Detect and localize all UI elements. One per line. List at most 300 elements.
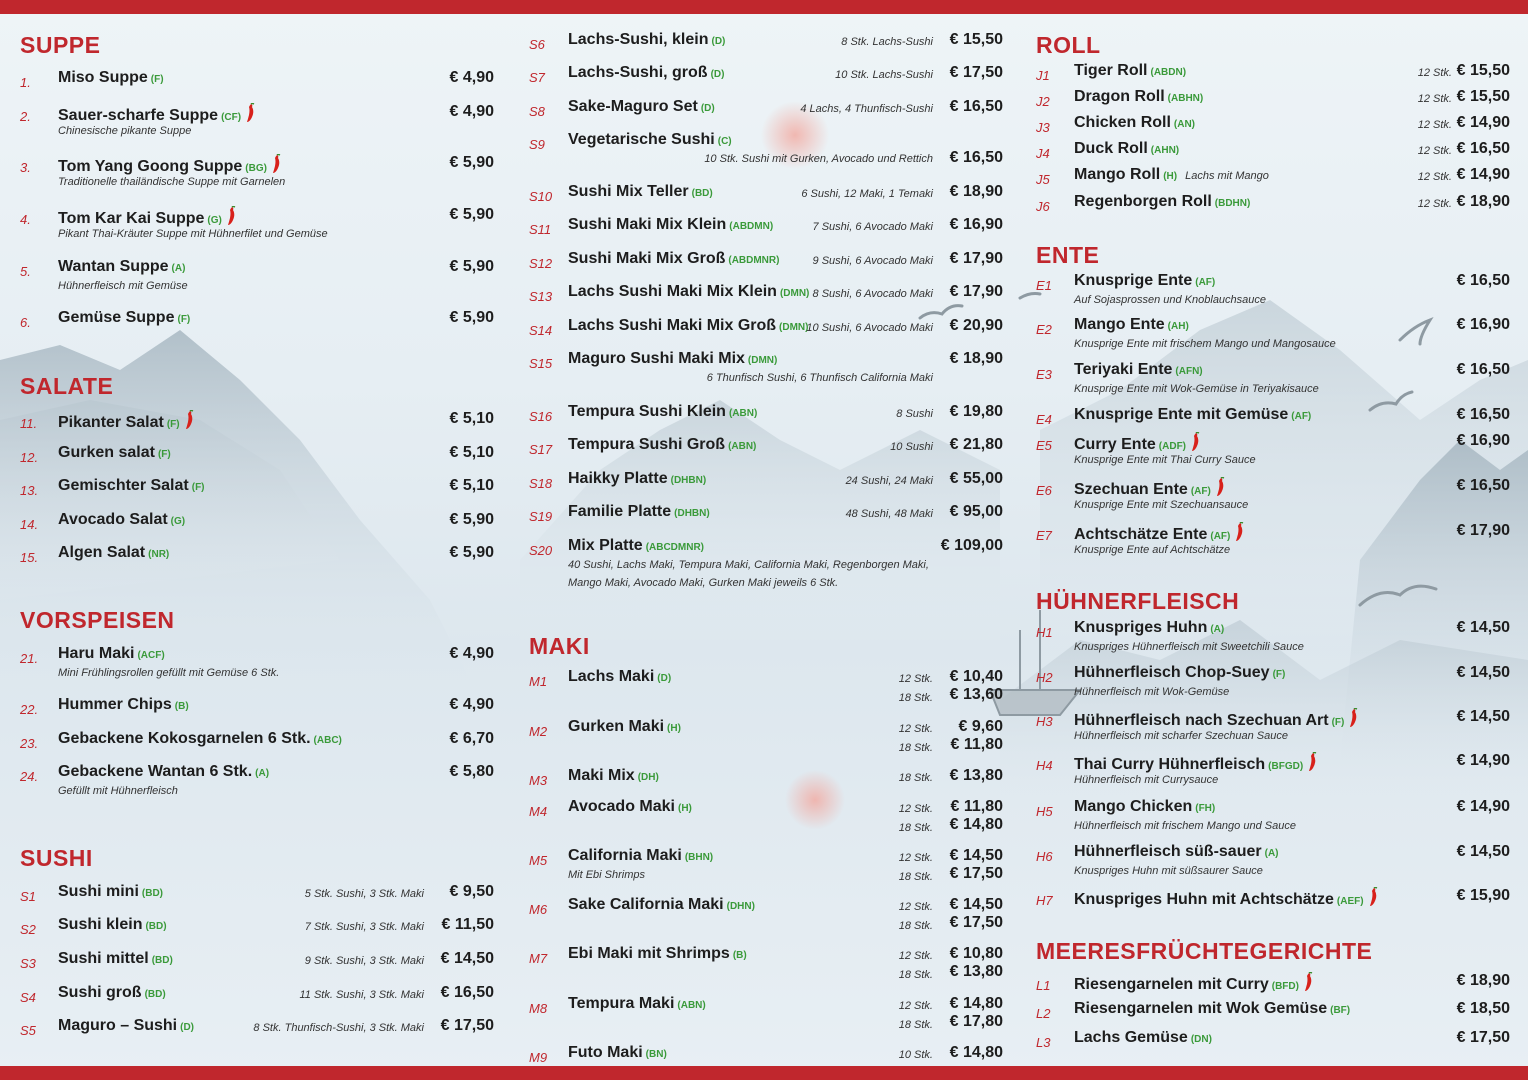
allergen-codes: (F) <box>150 74 164 85</box>
item-price-small: € 14,80 <box>949 1044 1003 1061</box>
menu-item[interactable] <box>20 730 494 760</box>
item-name <box>58 950 173 968</box>
item-name-text: Sushi klein <box>58 916 143 933</box>
item-note: Lachs mit Mango <box>1185 170 1269 182</box>
item-price: € 5,10 <box>449 410 494 427</box>
menu-item[interactable] <box>20 258 494 292</box>
item-number: 21. <box>20 651 39 666</box>
item-price-large: € 17,50 <box>949 914 1003 931</box>
allergen-codes: (DHBN) <box>670 475 707 486</box>
item-note: 8 Stk. Lachs-Sushi <box>841 36 933 48</box>
item-note: 8 Stk. Thunfisch-Sushi, 3 Stk. Maki <box>253 1022 424 1034</box>
item-number: L3 <box>1036 1035 1051 1050</box>
item-number: 3. <box>20 160 31 175</box>
item-name-text: Sake-Maguro Set <box>568 98 698 115</box>
allergen-codes: (BG) <box>245 163 267 174</box>
allergen-codes: (DHBN) <box>674 508 710 519</box>
item-name-text: Wantan Suppe <box>58 258 169 275</box>
item-description: Hühnerfleisch mit frischem Mango und Sauce <box>1074 820 1296 832</box>
item-description: Mini Frühlingsrollen gefüllt mit Gemüse 6 Stk. <box>58 667 280 679</box>
allergen-codes: (H) <box>1163 171 1178 182</box>
item-price: € 5,90 <box>449 309 494 326</box>
item-name-text: Sushi Maki Mix Klein <box>568 216 727 233</box>
item-price: € 15,90 <box>1456 887 1510 904</box>
item-price: € 18,90 <box>1456 193 1510 210</box>
item-name <box>568 668 671 686</box>
menu-item[interactable] <box>529 470 1003 500</box>
item-description: Hühnerfleisch mit scharfer Szechuan Sauce <box>1074 730 1288 742</box>
allergen-codes: (F) <box>1331 717 1345 728</box>
item-name-text: Tom Yang Goong Suppe <box>58 158 243 175</box>
item-description: Knusprige Ente auf Achtschätze <box>1074 544 1231 556</box>
item-number: S3 <box>20 956 36 971</box>
menu-item[interactable] <box>20 544 494 574</box>
item-number: L1 <box>1036 978 1051 993</box>
item-name-text: Algen Salat <box>58 544 146 561</box>
allergen-codes: (H) <box>667 723 681 734</box>
item-name-text: Duck Roll <box>1074 140 1148 157</box>
allergen-codes: (F) <box>157 449 171 460</box>
item-price: € 17,90 <box>949 283 1003 300</box>
item-number: E6 <box>1036 483 1052 498</box>
item-description: Chinesische pikante Suppe <box>58 125 192 137</box>
item-size: 12 Stk. <box>1417 93 1452 105</box>
section-title-vorspeisen: VORSPEISEN <box>20 607 175 633</box>
item-note: 10 Sushi <box>890 441 933 453</box>
menu-item[interactable] <box>1036 887 1510 917</box>
menu-item[interactable] <box>1036 798 1510 832</box>
item-name-text: Sushi Maki Mix Groß <box>568 250 726 267</box>
allergen-codes: (DMN) <box>779 288 810 299</box>
item-number: S9 <box>529 137 545 152</box>
item-name-text: Hühnerfleisch Chop-Suey <box>1074 664 1270 681</box>
item-size: 12 Stk. <box>1417 171 1452 183</box>
item-note: 48 Sushi, 48 Maki <box>845 508 933 520</box>
item-number: E3 <box>1036 367 1052 382</box>
menu-item[interactable] <box>1036 664 1510 698</box>
item-name-text: Knuspriges Huhn mit Achtschätze <box>1074 891 1334 908</box>
allergen-codes: (ABCDMNR) <box>645 542 705 553</box>
item-name-text: Achtschätze Ente <box>1074 526 1208 543</box>
menu-item[interactable] <box>529 668 1003 704</box>
item-name-text: Ebi Maki mit Shrimps <box>568 945 730 962</box>
item-description: Knuspriges Hühnerfleisch mit Sweetchili Sauce <box>1074 641 1304 653</box>
menu-item[interactable] <box>529 847 1003 883</box>
menu-item[interactable] <box>1036 752 1510 786</box>
item-price: € 14,50 <box>1456 619 1510 636</box>
menu-item[interactable] <box>529 317 1003 347</box>
item-name-text: Familie Platte <box>568 503 672 520</box>
menu-item[interactable] <box>20 154 494 188</box>
menu-item[interactable] <box>20 511 494 541</box>
allergen-codes: (ABDMNR) <box>728 255 780 266</box>
item-note: 6 Sushi, 12 Maki, 1 Temaki <box>801 188 933 200</box>
item-note: 11 Stk. Sushi, 3 Stk. Maki <box>299 989 424 1001</box>
menu-item[interactable] <box>1036 361 1510 395</box>
item-number: E4 <box>1036 412 1052 427</box>
item-number: 11. <box>20 416 38 431</box>
menu-item[interactable] <box>529 945 1003 981</box>
item-price: € 4,90 <box>449 103 494 120</box>
item-price-large: € 14,80 <box>949 816 1003 833</box>
item-name <box>58 916 167 934</box>
item-name <box>568 537 704 555</box>
menu-item[interactable] <box>529 250 1003 280</box>
item-name-text: Lachs Maki <box>568 668 655 685</box>
item-price: € 17,50 <box>440 1017 494 1034</box>
item-name-text: Szechuan Ente <box>1074 481 1188 498</box>
menu-item[interactable] <box>529 1044 1003 1074</box>
item-name-text: Gebackene Wantan 6 Stk. <box>58 763 253 780</box>
top-border <box>0 0 1528 14</box>
item-number: 23. <box>20 736 39 751</box>
menu-item[interactable] <box>20 883 494 913</box>
item-description: Pikant Thai-Kräuter Suppe mit Hühnerfilet und Gemüse <box>58 228 328 240</box>
item-number: S1 <box>20 889 36 904</box>
item-price: € 5,80 <box>449 763 494 780</box>
item-name <box>568 64 724 82</box>
menu-item[interactable] <box>1036 316 1510 350</box>
item-name-text: Hühnerfleisch nach Szechuan Art <box>1074 712 1329 729</box>
item-note: 10 Stk. Lachs-Sushi <box>835 69 933 81</box>
item-number: S11 <box>529 222 552 237</box>
item-price: € 16,50 <box>1456 272 1510 289</box>
item-price-small: € 13,80 <box>949 767 1003 784</box>
item-price: € 15,50 <box>1456 62 1510 79</box>
item-name-text: Futo Maki <box>568 1044 643 1061</box>
item-price: € 18,90 <box>1456 972 1510 989</box>
item-price: € 14,50 <box>1456 708 1510 725</box>
item-name-text: Maguro Sushi Maki Mix <box>568 350 745 367</box>
menu-item[interactable] <box>1036 843 1510 877</box>
item-price: € 5,90 <box>449 206 494 223</box>
item-description: Gefüllt mit Hühnerfleisch <box>58 785 178 797</box>
item-name <box>1074 664 1285 682</box>
item-name-text: Gemüse Suppe <box>58 309 175 326</box>
menu-item[interactable] <box>20 916 494 946</box>
item-name <box>568 896 755 914</box>
item-name <box>1074 193 1250 211</box>
item-name <box>1074 166 1269 184</box>
allergen-codes: (ABDMN) <box>729 221 774 232</box>
item-description: 6 Thunfisch Sushi, 6 Thunfisch California Maki <box>706 372 933 384</box>
menu-item[interactable] <box>1036 619 1510 653</box>
item-description: Knusprige Ente mit Thai Curry Sauce <box>1074 454 1256 466</box>
menu-item[interactable] <box>529 718 1003 754</box>
item-note: 8 Sushi, 6 Avocado Maki <box>812 288 933 300</box>
item-name <box>1074 843 1279 861</box>
menu-item[interactable] <box>529 436 1003 466</box>
column-left <box>20 14 494 1066</box>
allergen-codes: (BD) <box>151 955 173 966</box>
item-number: M8 <box>529 1001 548 1016</box>
menu-item[interactable] <box>1036 1029 1510 1059</box>
item-description: Hühnerfleisch mit Currysauce <box>1074 774 1219 786</box>
allergen-codes: (F) <box>191 482 205 493</box>
menu-item[interactable] <box>20 1017 494 1047</box>
item-name-text: Lachs Sushi Maki Mix Klein <box>568 283 777 300</box>
item-number: 13. <box>20 483 39 498</box>
allergen-codes: (DN) <box>1190 1034 1212 1045</box>
menu-item[interactable] <box>529 403 1003 433</box>
item-name-text: Sauer-scharfe Suppe <box>58 107 219 124</box>
item-number: 22. <box>20 702 39 717</box>
item-name <box>568 131 732 149</box>
item-price: € 16,90 <box>1456 432 1510 449</box>
menu-item[interactable] <box>1036 432 1510 466</box>
item-number: S12 <box>529 256 553 271</box>
item-description: 10 Stk. Sushi mit Gurken, Avocado und Rettich <box>704 153 933 165</box>
item-price: € 15,50 <box>1456 88 1510 105</box>
item-price: € 20,90 <box>949 317 1003 334</box>
item-number: M9 <box>529 1050 548 1065</box>
menu-item[interactable] <box>1036 1000 1510 1030</box>
menu-item[interactable] <box>529 64 1003 94</box>
item-number: S20 <box>529 543 553 558</box>
item-name <box>568 250 779 268</box>
item-number: H4 <box>1036 758 1053 773</box>
item-number: S18 <box>529 476 553 491</box>
item-number: M7 <box>529 951 548 966</box>
item-name-text: Knusprige Ente mit Gemüse <box>1074 406 1289 423</box>
item-name <box>58 763 269 781</box>
menu-item[interactable] <box>529 98 1003 128</box>
item-name-text: Haru Maki <box>58 645 135 662</box>
menu-item[interactable] <box>1036 272 1510 306</box>
item-number: S19 <box>529 509 553 524</box>
item-price: € 15,50 <box>949 31 1003 48</box>
item-price-large: € 11,80 <box>950 736 1003 753</box>
allergen-codes: (D) <box>710 69 725 80</box>
item-description: Auf Sojasprossen und Knoblauchsauce <box>1074 294 1267 306</box>
item-price: € 14,90 <box>1456 166 1510 183</box>
item-number: J2 <box>1036 94 1050 109</box>
item-size-small: 10 Stk. <box>898 1049 933 1061</box>
allergen-codes: (G) <box>207 215 222 226</box>
menu-item[interactable] <box>529 216 1003 246</box>
menu-item[interactable] <box>529 350 1003 384</box>
item-price: € 4,90 <box>449 696 494 713</box>
item-note: 9 Sushi, 6 Avocado Maki <box>812 255 933 267</box>
item-price: € 17,50 <box>1456 1029 1510 1046</box>
item-name <box>1074 887 1378 912</box>
allergen-codes: (BD) <box>144 989 166 1000</box>
item-note: 7 Stk. Sushi, 3 Stk. Maki <box>304 921 424 933</box>
item-name <box>568 995 706 1013</box>
menu-item[interactable] <box>20 984 494 1014</box>
section-title-salate: SALATE <box>20 373 114 399</box>
allergen-codes: (D) <box>711 36 726 47</box>
item-price: € 14,50 <box>1456 843 1510 860</box>
item-description: Knusprige Ente mit Szechuansauce <box>1074 499 1249 511</box>
item-size-small: 12 Stk. <box>898 901 933 913</box>
menu-item[interactable] <box>529 131 1003 166</box>
item-name <box>568 1044 667 1062</box>
item-name <box>568 718 681 736</box>
item-price: € 95,00 <box>949 503 1003 520</box>
item-name-text: Sushi groß <box>58 984 142 1001</box>
item-price: € 17,90 <box>949 250 1003 267</box>
item-price-small: € 14,50 <box>949 896 1003 913</box>
section-title-huhn: HÜHNERFLEISCH <box>1036 588 1240 614</box>
menu-item[interactable] <box>20 645 494 679</box>
allergen-codes: (G) <box>170 516 186 527</box>
item-name <box>568 945 747 963</box>
menu-item[interactable] <box>20 696 494 726</box>
item-name-text: Vegetarische Sushi <box>568 131 715 148</box>
menu-item[interactable] <box>529 503 1003 533</box>
item-number: J1 <box>1036 68 1050 83</box>
allergen-codes: (A) <box>171 263 186 274</box>
item-size-large: 18 Stk. <box>898 969 933 981</box>
menu-item[interactable] <box>529 183 1003 213</box>
item-price: € 5,90 <box>449 154 494 171</box>
menu-item[interactable] <box>529 767 1003 797</box>
item-price-small: € 14,80 <box>949 995 1003 1012</box>
item-name-text: Gebackene Kokosgarnelen 6 Stk. <box>58 730 311 747</box>
menu-item[interactable] <box>20 206 494 240</box>
allergen-codes: (F) <box>1272 669 1286 680</box>
item-price-large: € 13,60 <box>949 686 1003 703</box>
item-name <box>1074 114 1195 132</box>
allergen-codes: (F) <box>166 419 180 430</box>
item-name-text: Tempura Sushi Groß <box>568 436 726 453</box>
item-note: 10 Sushi, 6 Avocado Maki <box>806 322 933 334</box>
menu-item[interactable] <box>20 103 494 137</box>
allergen-codes: (FH) <box>1195 803 1216 814</box>
item-price: € 21,80 <box>949 436 1003 453</box>
menu-item[interactable] <box>529 537 1003 589</box>
item-name <box>58 984 166 1002</box>
menu-item[interactable] <box>20 309 494 339</box>
allergen-codes: (H) <box>678 803 692 814</box>
menu-item[interactable] <box>529 798 1003 834</box>
item-number: J6 <box>1036 199 1050 214</box>
allergen-codes: (DMN) <box>779 322 809 333</box>
menu-item[interactable] <box>20 69 494 99</box>
item-name-text: Chicken Roll <box>1074 114 1171 131</box>
item-size-large: 18 Stk. <box>898 920 933 932</box>
item-price-small: € 14,50 <box>949 847 1003 864</box>
menu-item[interactable] <box>1036 477 1510 511</box>
menu-item[interactable] <box>20 763 494 797</box>
item-name-text: Hühnerfleisch süß-sauer <box>1074 843 1262 860</box>
chili-pepper-icon <box>1368 887 1378 912</box>
allergen-codes: (BN) <box>645 1049 667 1060</box>
item-price: € 4,90 <box>449 645 494 662</box>
item-number: E7 <box>1036 528 1052 543</box>
item-name-text: Maguro – Sushi <box>58 1017 178 1034</box>
allergen-codes: (AEF) <box>1336 896 1364 907</box>
item-name <box>568 767 659 785</box>
item-price: € 17,90 <box>1456 522 1510 539</box>
menu-item[interactable] <box>20 410 494 440</box>
item-price: € 17,50 <box>949 64 1003 81</box>
item-name <box>58 444 171 462</box>
item-price: € 5,90 <box>449 511 494 528</box>
allergen-codes: (AH) <box>1167 321 1189 332</box>
item-number: S14 <box>529 323 553 338</box>
section-title-maki: MAKI <box>529 633 590 659</box>
allergen-codes: (D) <box>180 1022 195 1033</box>
menu-item[interactable] <box>529 896 1003 932</box>
menu-item[interactable] <box>529 995 1003 1031</box>
item-name <box>58 511 185 529</box>
menu-item[interactable] <box>20 477 494 507</box>
item-price-large: € 13,80 <box>949 963 1003 980</box>
chili-pepper-icon <box>184 410 194 435</box>
item-size-small: 12 Stk. <box>898 803 933 815</box>
chili-pepper-icon <box>1348 708 1358 733</box>
item-name <box>58 645 165 663</box>
menu-item[interactable] <box>529 31 1003 61</box>
item-name-text: Regenborgen Roll <box>1074 193 1212 210</box>
item-name-text: Gemischter Salat <box>58 477 189 494</box>
item-name-text: Curry Ente <box>1074 436 1156 453</box>
item-name-text: Sake California Maki <box>568 896 724 913</box>
menu-item[interactable] <box>529 283 1003 313</box>
item-number: 4. <box>20 212 31 227</box>
section-title-roll: ROLL <box>1036 32 1101 58</box>
chili-pepper-icon <box>1303 972 1313 997</box>
chili-pepper-icon <box>1307 752 1317 777</box>
item-number: E5 <box>1036 438 1052 453</box>
item-price: € 16,50 <box>1456 406 1510 423</box>
item-price: € 4,90 <box>449 69 494 86</box>
item-number: M6 <box>529 902 548 917</box>
menu-item[interactable] <box>20 444 494 474</box>
item-name-text: Thai Curry Hühnerfleisch <box>1074 756 1266 773</box>
item-name-text: Sushi mini <box>58 883 139 900</box>
menu-item[interactable] <box>20 950 494 980</box>
item-price-small: € 11,80 <box>950 798 1003 815</box>
item-price: € 14,50 <box>440 950 494 967</box>
item-name-text: Tom Kar Kai Suppe <box>58 210 205 227</box>
item-name <box>1074 62 1186 80</box>
allergen-codes: (DMN) <box>747 355 778 366</box>
menu-item[interactable] <box>1036 166 1510 196</box>
item-name <box>568 798 692 816</box>
item-price: € 16,50 <box>1456 361 1510 378</box>
item-number: S17 <box>529 442 553 457</box>
item-number: M2 <box>529 724 548 739</box>
section-title-meer: MEERESFRÜCHTEGERICHTE <box>1036 938 1373 964</box>
allergen-codes: (ADF) <box>1158 441 1187 452</box>
item-number: S6 <box>529 37 545 52</box>
item-number: M3 <box>529 773 548 788</box>
item-name <box>1074 406 1311 424</box>
allergen-codes: (AFN) <box>1175 366 1203 377</box>
item-name <box>568 183 713 201</box>
item-price-small: € 9,60 <box>958 718 1003 735</box>
menu-item[interactable] <box>1036 708 1510 742</box>
item-name <box>1074 361 1203 379</box>
menu-item[interactable] <box>1036 193 1510 223</box>
item-name <box>58 544 169 562</box>
item-name-text: Tempura Maki <box>568 995 675 1012</box>
item-name <box>568 31 725 49</box>
allergen-codes: (B) <box>732 950 747 961</box>
item-name-text: Maki Mix <box>568 767 635 784</box>
allergen-codes: (BHN) <box>684 852 714 863</box>
item-name-text: Tempura Sushi Klein <box>568 403 726 420</box>
item-number: S8 <box>529 104 545 119</box>
item-size: 12 Stk. <box>1417 198 1452 210</box>
menu-item[interactable] <box>1036 972 1510 1002</box>
item-name <box>568 470 706 488</box>
allergen-codes: (B) <box>174 701 189 712</box>
menu-item[interactable] <box>1036 522 1510 556</box>
